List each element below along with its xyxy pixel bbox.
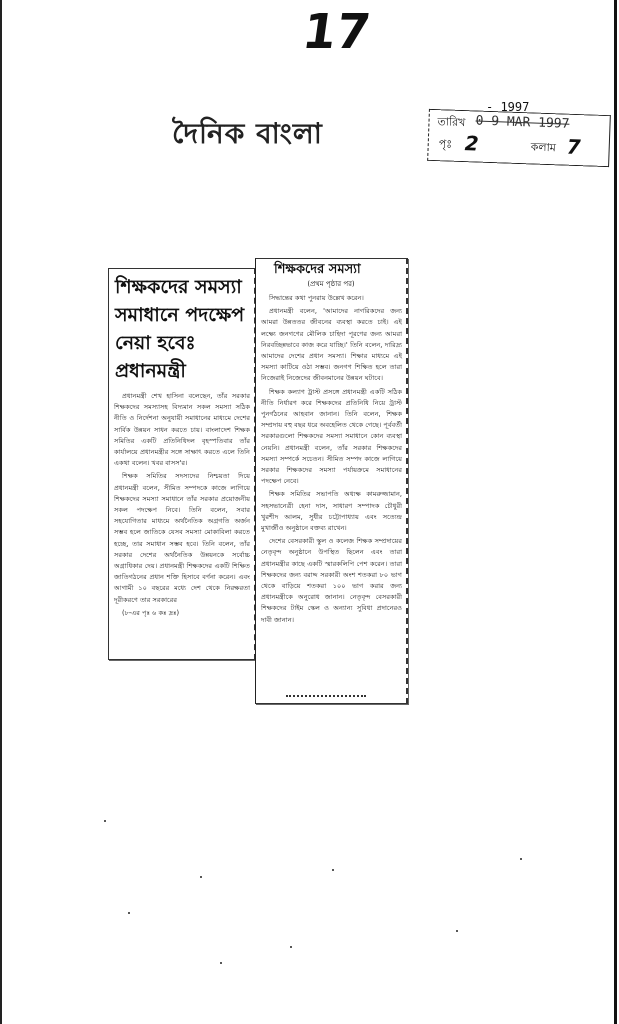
stamp-year: - 1997	[486, 100, 530, 114]
paragraph: প্রধানমন্ত্রী বলেন, 'আমাদের নাগরিকদের জন্য আমরা উন্নততর জীবনের ব্যবস্থা করতে চাই। এই লক্ষ্যে জনগণের মৌলিক চাহিদা পূরণের জন্য আমরা নিরবচ্ছিন্নভাবে কাজ করে যাচ্ছি।' তিনি বলেন, দারিদ্র্য আমাদের দেশের প্রধান সমস্যা। শিক্ষার মাধ্যমে এই সমস্যা কাটিয়ে ওঠা সম্ভব। জনগণ শিক্ষিত হলে তারা নিজেরাই নিজেদের জীবনমানের উন্নয়ন ঘটাবে।	[261, 307, 402, 383]
paragraph: প্রধানমন্ত্রী শেখ হাসিনা বলেছেন, তাঁর সরকার শিক্ষকদের সমস্যাসহ বিদ্যমান সকল সমস্যা সঠিক নীতি ও নির্দেশনা অনুযায়ী সমাধানের মাধ্যমে দেশের সার্বিক উন্নয়ন সাধন করতে চায়। বাংলাদেশ শিক্ষক সমিতির একটি প্রতিনিধিদল বৃহস্পতিবার তাঁর কার্যালয়ে প্রধানমন্ত্রীর সঙ্গে সাক্ষাৎ করতে এলে তিনি একথা বলেন। খবর বাসস'র।	[114, 392, 250, 468]
right-news-clipping	[255, 258, 408, 704]
right-clipping-body	[261, 293, 402, 626]
scan-speck	[520, 858, 522, 860]
handwritten-page-number: 17	[299, 4, 374, 60]
stamp-column-number: 7	[566, 134, 582, 160]
scan-speck	[332, 869, 334, 871]
stamp-date: 0 9 MAR 1997	[475, 113, 570, 132]
left-news-clipping	[108, 268, 256, 660]
right-clipping-subhead: (প্রথম পৃষ্ঠার পর)	[307, 280, 355, 288]
stamp-page-number: 2	[464, 131, 480, 156]
stamp-page-label: পৃঃ	[438, 137, 453, 151]
paragraph: সিদ্ধান্তের কথা পুনরায় উল্লেখ করেন।	[269, 294, 364, 302]
left-clipping-headline: শিক্ষকদের সমস্যা সমাধানে পদক্ষেপ নেয়া হবেঃ প্রধানমন্ত্রী	[115, 276, 245, 382]
page-edge-right	[614, 0, 617, 1024]
scan-speck	[104, 820, 106, 822]
stamp-date-label: তারিখ	[437, 115, 466, 130]
scan-speck	[456, 930, 458, 932]
left-clipping-body	[114, 391, 250, 619]
scribble-mark	[286, 687, 366, 697]
paragraph: শিক্ষক কল্যাণ ট্রাস্ট প্রসঙ্গে প্রধানমন্ত্রী একটি সঠিক নীতি নির্ধারণ করে শিক্ষকদের প্রতিনিধি নিয়ে ট্রাস্ট পুনর্গঠনের আহবান জানান। তিনি বলেন, শিক্ষক সম্প্রদায় বহু বছর ধরে অবহেলিত থেকে গেছে। পূর্ববর্তী সরকারগুলো শিক্ষকদের সমস্যা সমাধানে কোন ব্যবস্থা নেয়নি। প্রধানমন্ত্রী বলেন, তাঁর সরকার শিক্ষকদের সমস্যা সম্পর্কে সচেতন। সীমিত সম্পদ কাজে লাগিয়ে সরকার শিক্ষকদের সমস্যা পর্যায়ক্রমে সমাধানের পদক্ষেপ নেবে।	[261, 387, 402, 486]
stamp-column-label: কলাম	[530, 140, 557, 155]
scan-speck	[220, 962, 222, 964]
scan-speck	[200, 876, 202, 878]
scan-speck	[128, 912, 130, 914]
paragraph: দেশের বেসরকারী স্কুল ও কলেজ শিক্ষক সম্প্রদায়ের নেতৃবৃন্দ অনুষ্ঠানে উপস্থিত ছিলেন এবং তারা প্রধানমন্ত্রীর কাছে একটি স্মারকলিপি পেশ করেন। তারা শিক্ষকদের জন্য বরাদ্দ সরকারী অংশ শতকরা ৮০ ভাগ থেকে বাড়িয়ে শতকরা ১০০ ভাগ করার জন্য প্রধানমন্ত্রীকে অনুরোধ জানান। নেতৃবৃন্দ বেসরকারী শিক্ষকদের টাইম স্কেল ও অন্যান্য সুবিধা প্রদানেরও দাবী জানান।	[261, 537, 402, 624]
page-edge-left	[0, 0, 2, 1024]
continuation-note: (৮-এর পৃঃ ৬ কঃ দ্রঃ)	[122, 608, 180, 617]
scan-speck	[290, 946, 292, 948]
right-clipping-headline: শিক্ষকদের সমস্যা	[274, 262, 361, 277]
paragraph: শিক্ষক সমিতির সভাপতি অধ্যক্ষ কামরুজ্জামান, সহসভানেত্রী হেনা দাস, সাধারণ সম্পাদক চৌধুরী খুরশীদ আলম, সুধীর চট্টোপাধ্যায় এবং সত্যেন্দ্র মুখার্জীও অনুষ্ঠানে বক্তব্য রাখেন।	[261, 490, 402, 533]
paragraph: শিক্ষক সমিতির সদস্যদের নিশ্চয়তা দিয়ে প্রধানমন্ত্রী বলেন, সীমিত সম্পদকে কাজে লাগিয়ে শিক্ষকদের সমস্যা সমাধানে তাঁর সরকার প্রয়োজনীয় সকল পদক্ষেপ নিবে। তিনি বলেন, সবার সহযোগিতার মাধ্যমে অর্থনৈতিক অগ্রগতি অর্জন সম্ভব হলে জাতিকে যেসব সমস্যা মোকাবিলা করতে হচ্ছে, তার সমাধান সম্ভব হবে। তিনি বলেন, তাঁর সরকার দেশের অর্থনৈতিক উন্নয়নকে সর্বোচ্চ অগ্রাধিকার দেয়। প্রধানমন্ত্রী শিক্ষকদের একটি শিক্ষিত জাতিগঠনের প্রধান শক্তি হিসাবে বর্ণনা করেন। এবং আগামী ১০ বছরের মধ্যে দেশ থেকে নিরক্ষরতা দূরীকরণে তার সরকারের	[114, 472, 250, 604]
newspaper-masthead: দৈনিক বাংলা	[172, 117, 323, 150]
archive-date-stamp	[427, 109, 611, 167]
